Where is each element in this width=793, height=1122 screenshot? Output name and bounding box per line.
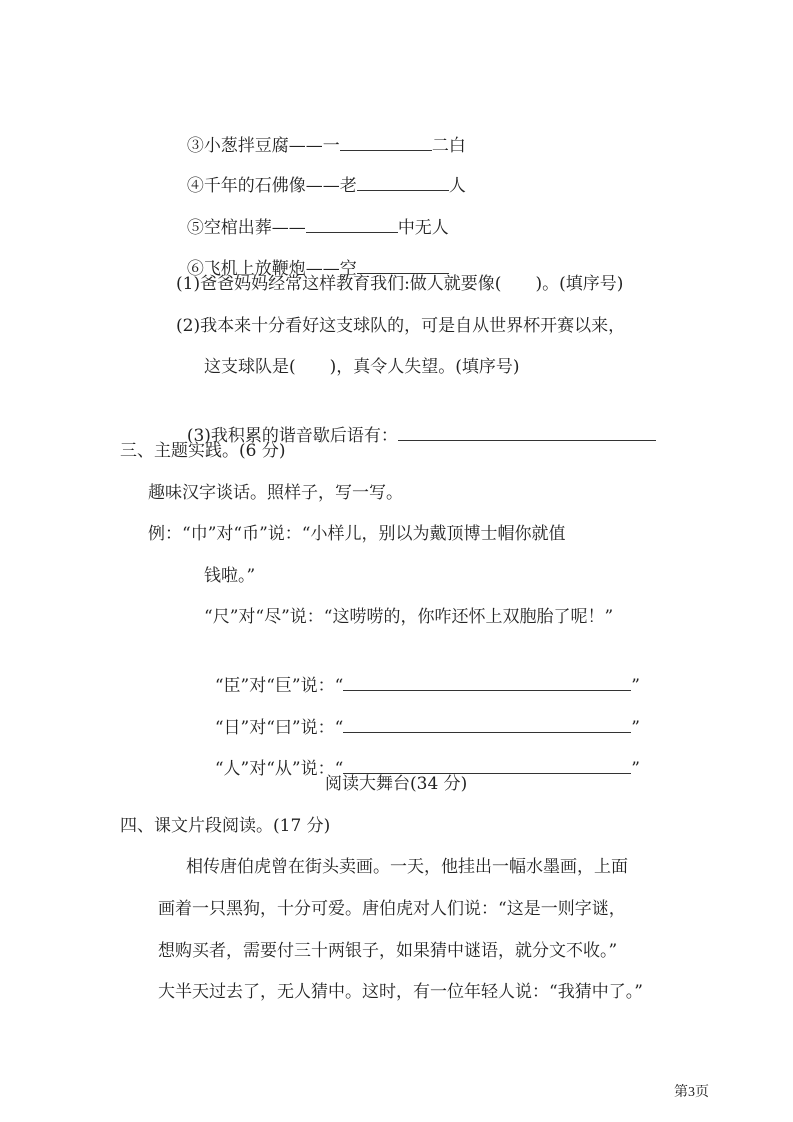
example-line-2: 钱啦。” — [204, 566, 256, 586]
idiom-prefix: 空棺出葬—— — [203, 218, 306, 238]
reading-section-title: 阅读大舞台(34 分) — [325, 774, 468, 794]
passage-line-4: 大半天过去了，无人猜中。这时，有一位年轻人说：“我猜中了。” — [158, 982, 643, 1002]
page-number: 第3页 — [674, 1085, 709, 1100]
passage-line-2: 画着一只黑狗，十分可爱。唐伯虎对人们说：“这是一则字谜， — [158, 899, 626, 919]
section-3-intro: 趣味汉字谈话。照样子，写一写。 — [148, 483, 403, 503]
idiom-number: ③ — [186, 136, 204, 156]
idiom-number: ⑤ — [186, 218, 204, 238]
idiom-prefix: 千年的石佛像——老 — [203, 176, 357, 196]
dialogue-label: “臣”对“巨”说：“ — [214, 676, 344, 696]
example-line-1: 例：“巾”对“币”说：“小样儿，别以为戴顶博士帽你就值 — [148, 524, 566, 544]
question-3-label: (3)我积累的谐音歇后语有： — [186, 426, 398, 446]
answer-blank[interactable] — [398, 422, 656, 441]
question-1: (1)爸爸妈妈经常这样教育我们:做人就要像( )。(填序号) — [176, 274, 624, 294]
passage-line-3: 想购买者，需要付三十两银子，如果猜中谜语，就分文不收。” — [158, 941, 618, 961]
close-quote: ” — [631, 718, 640, 738]
question-2-line-1: (2)我本来十分看好这支球队的，可是自从世界杯开赛以来， — [176, 316, 626, 336]
idiom-number: ④ — [186, 176, 204, 196]
idiom-number: ⑥ — [186, 259, 204, 279]
dialogue-label: “人”对“从”说：“ — [214, 759, 344, 779]
question-2-line-2: 这支球队是( )，真令人失望。(填序号) — [204, 357, 520, 377]
given-dialogue: “尺”对“尽”说：“这唠唠的，你咋还怀上双胞胎了呢！” — [204, 607, 614, 627]
idiom-prefix: 飞机上放鞭炮——空 — [203, 259, 357, 279]
section-3-heading: 三、主题实践。(6 分) — [120, 441, 286, 461]
dialogue-label: “日”对“曰”说：“ — [214, 718, 344, 738]
idiom-suffix: 人 — [448, 176, 466, 196]
close-quote: ” — [631, 759, 640, 779]
idiom-suffix: 二白 — [431, 136, 466, 156]
idiom-suffix: 中无人 — [397, 218, 449, 238]
idiom-prefix: 小葱拌豆腐——一 — [203, 136, 340, 156]
section-4-heading: 四、课文片段阅读。(17 分) — [120, 816, 331, 836]
close-quote: ” — [631, 676, 640, 696]
passage-line-1: 相传唐伯虎曾在街头卖画。一天，他挂出一幅水墨画，上面 — [186, 857, 628, 877]
